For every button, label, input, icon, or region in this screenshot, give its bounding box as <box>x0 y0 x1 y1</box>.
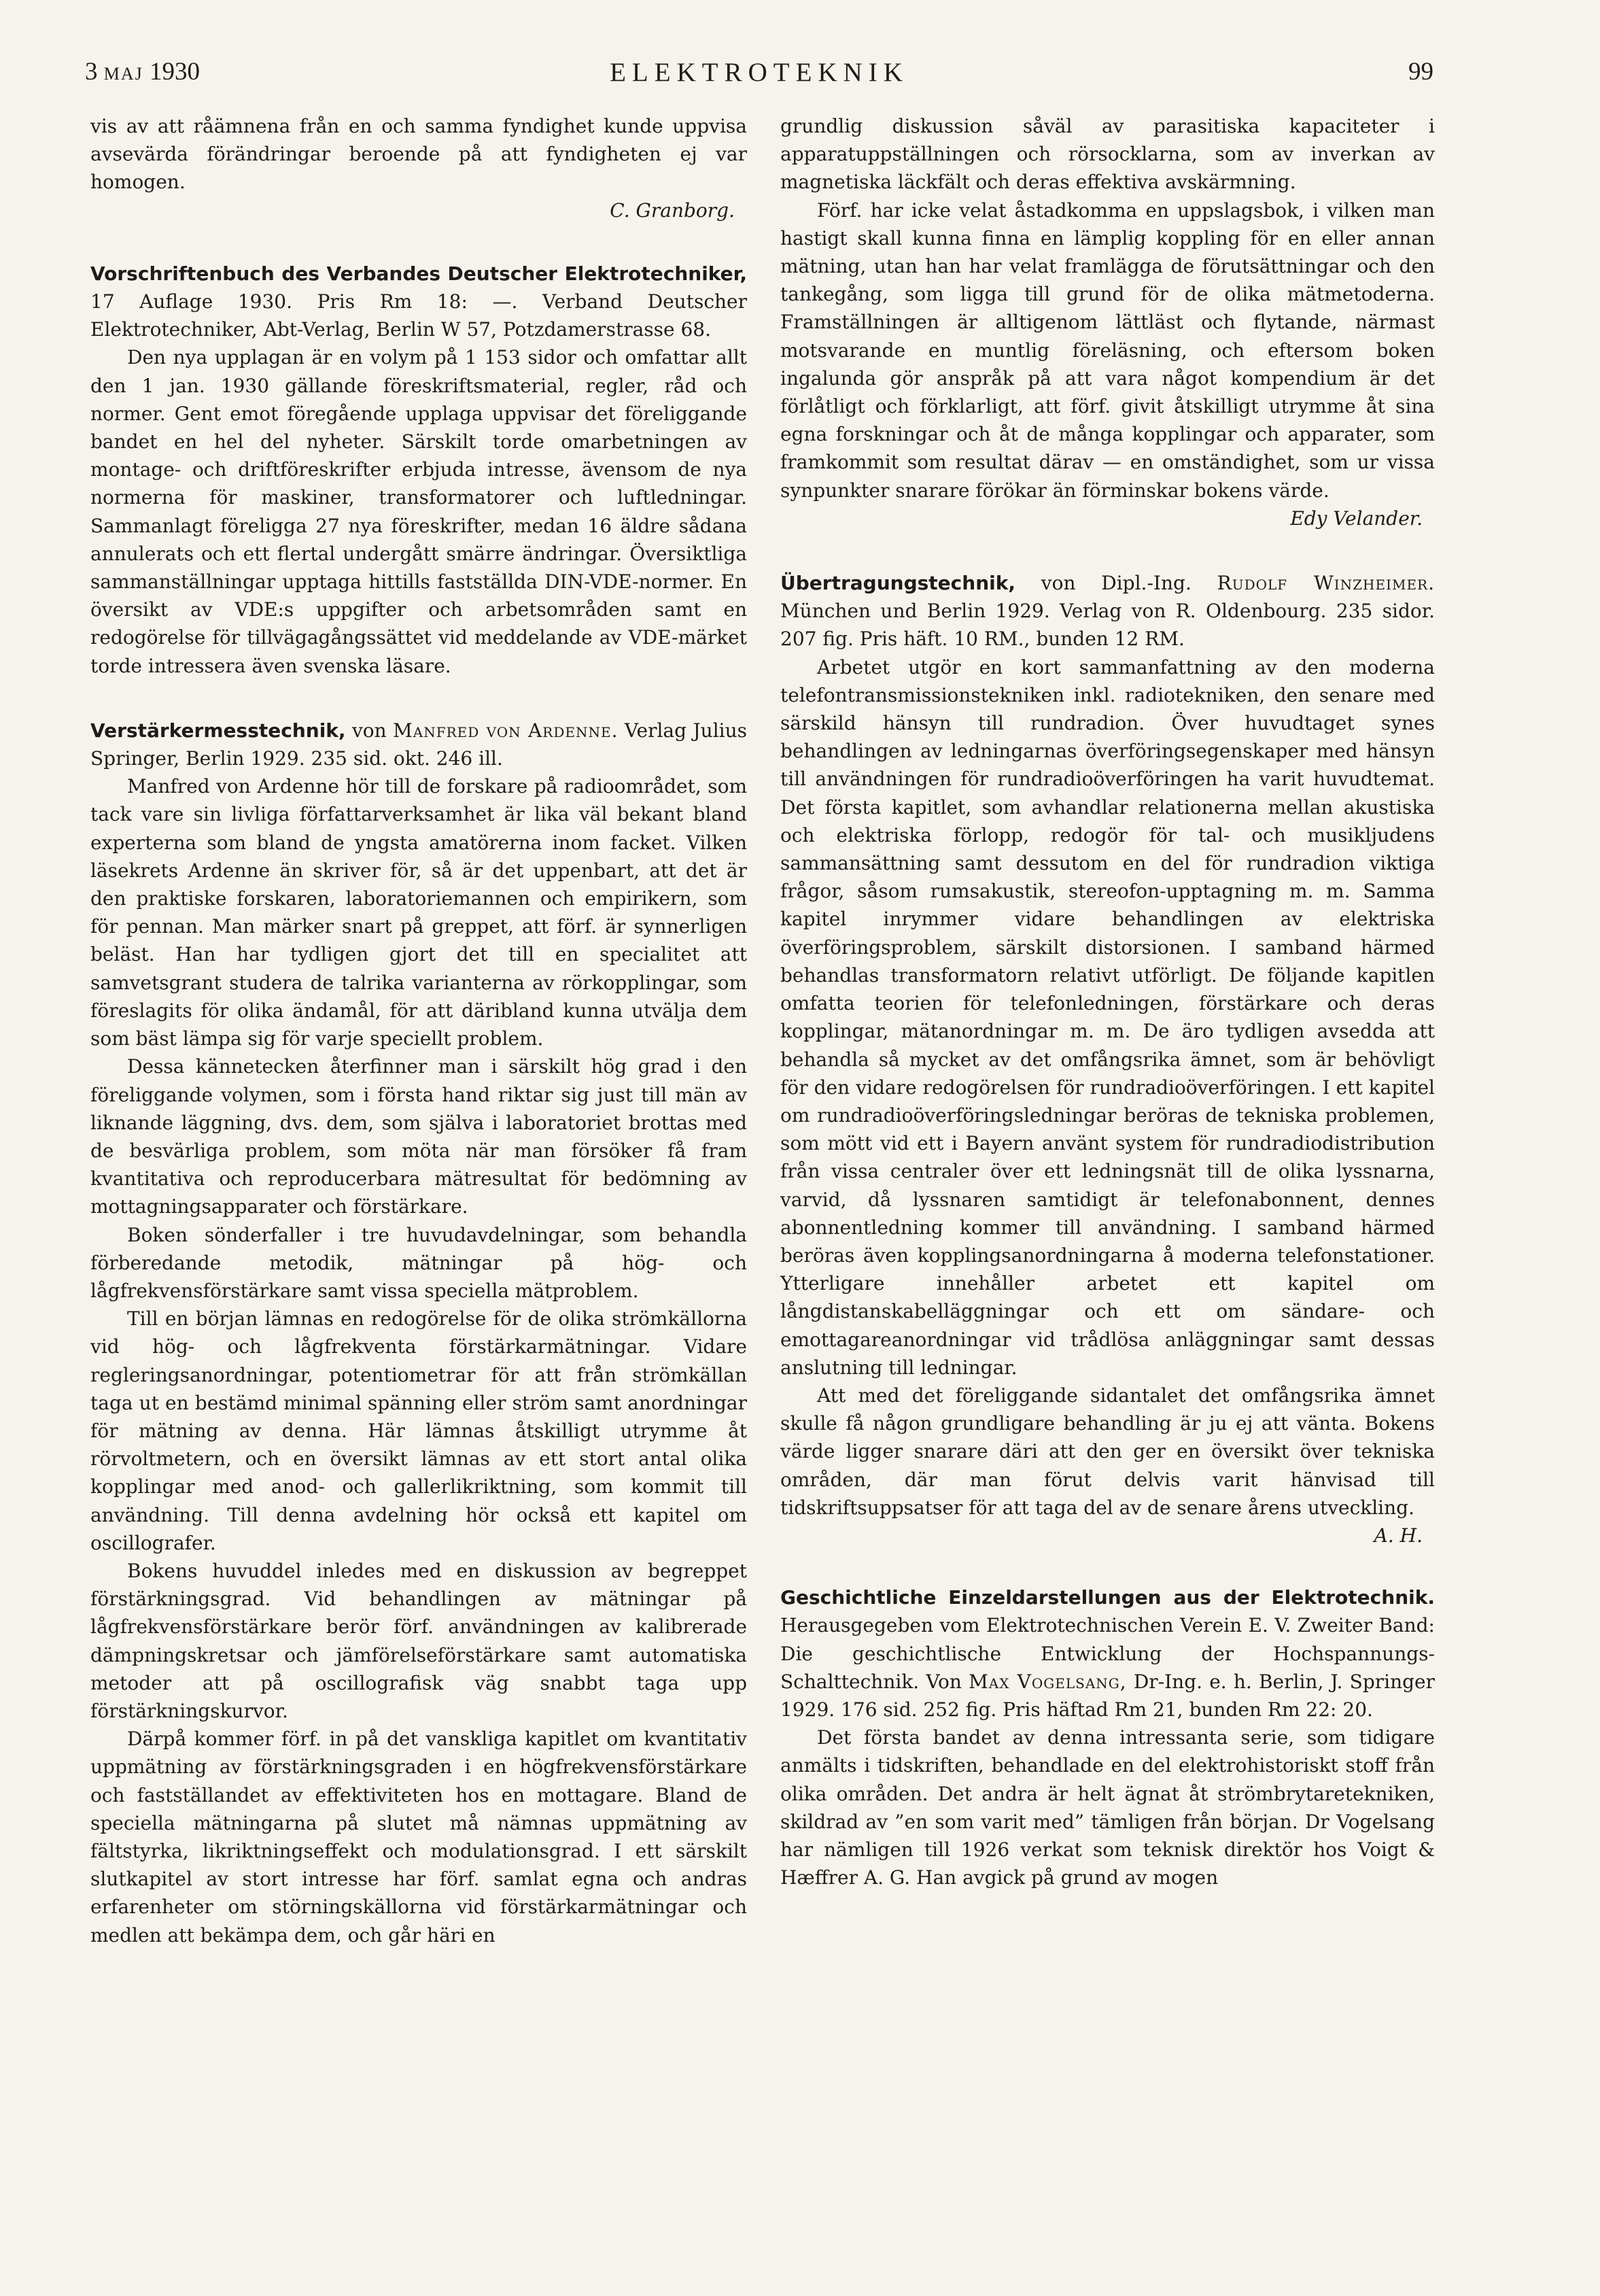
review-heading <box>90 260 747 344</box>
review-signature: A. H. <box>1374 1524 1423 1547</box>
review-paragraph: Manfred von Ardenne hör till de forskare på radioområdet, som tack vare sin livliga författarverksamhet är lika väl bekant bland experterna som bland de yngsta amatörerna inom facket. Vilken läsekrets Ardenne än skriver för, så är det uppenbart, att det är den praktiske forskaren, laboratoriemannen och empirikern, som för pennan. Man märker snart på greppet, att förf. är synnerligen beläst. Han har tydligen gjort det till en specialitet att samvetsgrant studera de talrika varianterna av rörkopplingar, som föreslagits för olika ändamål, för att däribland kunna utvälja dem som bäst lämpa sig för varje speciellt problem. <box>90 775 747 1050</box>
continued-paragraph: grundlig diskussion såväl av parasitiska kapaciteter i apparatuppställningen och rörsocklarna, som av inverkan av magnetiska läckfält och deras effektiva avskärmning. <box>780 115 1435 194</box>
review-meta: Dr-Ing. e. h. Berlin, J. Springer 1929. 176 sid. 252 fig. Pris häftad Rm 21, bunden Rm 22: 20. <box>780 1670 1436 1721</box>
review-paragraph: Att med det föreliggande sidantalet det omfångsrika ämnet skulle få någon grundligare behandling är ju ej att vänta. Bokens värde ligger snarare däri att den ger en översikt över tekniska områden, där man förut delvis varit hänvisad till tidskriftsuppsatser för att taga del av de senare årens utveckling. <box>780 1384 1435 1519</box>
continued-signature: Edy Velander. <box>1290 507 1423 530</box>
left-column <box>90 112 747 1949</box>
running-header <box>85 57 1433 95</box>
review-heading <box>90 717 747 772</box>
journal-title: ELEKTROTEKNIK <box>610 58 909 87</box>
right-column <box>780 112 1435 1891</box>
intro-signature: C. Granborg. <box>610 199 735 222</box>
review-author: Max Vogelsang, <box>969 1670 1127 1693</box>
review-meta: Herausgegeben vom Elektrotechnischen Verein E. V. Zweiter Band: Die geschichtlische Entwicklung der Hochspannungs-Schalttechnik. Von <box>780 1614 1435 1693</box>
review-author: Rudolf Winzheimer. <box>1217 572 1436 595</box>
review-heading <box>780 569 1435 653</box>
review-paragraph: Det första bandet av denna intressanta serie, som tidigare anmälts i tidskriften, behandlade en del elektrohistoriskt stoff från olika områden. Det andra är helt ägnat åt strömbrytaretekniken, skildrad av ”en som varit med” tämligen från början. Dr Vogelsang har nämligen till 1926 verkat som teknisk direktör hos Voigt & Hæffrer A. G. Han avgick på grund av mogen <box>780 1726 1435 1889</box>
review-geschichtliche-einzeldarstellungen <box>780 1583 1435 1891</box>
review-title: Verstärkermesstechnik, <box>90 719 346 742</box>
review-paragraph: Bokens huvuddel inledes med en diskussion av begreppet förstärkningsgrad. Vid behandlingen av mätningar på lågfrekvensförstärkare berör förf. användningen av kalibrerade dämpningskretsar och jämförelseförstärkare samt automatiska metoder att på oscillografisk väg snabbt taga upp förstärkningskurvor. <box>90 1559 747 1722</box>
date-day: 3 <box>85 58 98 86</box>
review-verstaerkermesstechnik <box>90 717 747 1949</box>
review-vorschriftenbuch <box>90 260 747 680</box>
review-uebertragungstechnik <box>780 569 1435 1549</box>
author-prefix: von Dipl.-Ing. <box>1041 572 1192 595</box>
intro-paragraph: vis av att råämnena från en och samma fyndighet kunde uppvisa avsevärda förändringar beroende på att fyndigheten ej var homogen. <box>90 115 747 194</box>
review-title: Geschichtliche Einzeldarstellungen aus der Elektrotechnik. <box>780 1586 1435 1609</box>
review-paragraph: Till en början lämnas en redogörelse för de olika strömkällorna vid hög- och lågfrekventa förstärkarmätningar. Vidare regleringsanordningar, potentiometrar för att från strömkällan taga ut en bestämd minimal spänning eller ström samt anordningar för mätning av denna. Här lämnas åtskilligt utrymme åt rörvoltmetern, och en översikt lämnas av ett stort antal olika kopplingar med anod- och gallerlikriktning, som kommit till användning. Till denna avdelning hör också ett kapitel om oscillografer. <box>90 1307 747 1554</box>
review-author: Manfred von Ardenne. <box>393 719 619 742</box>
review-paragraph: Dessa kännetecken återfinner man i särskilt hög grad i den föreliggande volymen, som i första hand riktar sig just till män av liknande läggning, dvs. dem, som själva i laboratoriet brottas med de besvärliga problem, som möta när man försöker få fram kvantitativa och reproducerbara mätresultat för bedömning av mottagningsapparater och förstärkare. <box>90 1055 747 1218</box>
review-meta: Verlag Julius Springer, Berlin 1929. 235 sid. okt. 246 ill. <box>90 719 748 770</box>
date-month: MAJ <box>103 64 143 84</box>
review-paragraph: Den nya upplagan är en volym på 1 153 sidor och omfattar allt den 1 jan. 1930 gällande föreskriftsmaterial, regler, råd och normer. Gent emot föregående upplaga uppvisar det föreliggande bandet en hel del nyheter. Särskilt torde omarbetningen av montage- och driftföreskrifter erbjuda intresse, ävensom de nya normerna för maskiner, transformatorer och luftledningar. Sammanlagt föreligga 27 nya föreskrifter, medan 16 äldre sådana annulerats och ett flertal undergått smärre ändringar. Översiktliga sammanställningar upptaga hittills fastställda DIN-VDE-normer. En översikt av VDE:s uppgifter och arbetsområden samt en redogörelse för tillvägagångssättet vid meddelande av VDE-märket torde intressera även svenska läsare. <box>90 346 747 677</box>
review-title: Übertragungstechnik, <box>780 572 1015 595</box>
review-meta: 17 Auflage 1930. Pris Rm 18: —. Verband Deutscher Elektrotechniker, Abt-Verlag, Berlin W 57, Potzdamerstrasse 68. <box>90 290 747 341</box>
review-heading <box>780 1583 1435 1724</box>
review-meta: München und Berlin 1929. Verlag von R. Oldenbourg. 235 sidor. 207 fig. Pris häft. 10 RM., bunden 12 RM. <box>780 600 1435 651</box>
author-prefix: von <box>351 719 387 742</box>
review-paragraph: Därpå kommer förf. in på det vanskliga kapitlet om kvantitativ uppmätning av förstärkningsgraden i en högfrekvensförstärkare och fastställandet av effektiviteten hos en mottagare. Bland de speciella mätningarna på slutet må nämnas uppmätning av fältstyrka, likriktningseffekt och modulationsgrad. I ett särskilt slutkapitel av stort intresse har förf. samlat egna och andras erfarenheter om störningskällorna vid förstärkarmätningar och medlen att bekämpa dem, och går häri en <box>90 1728 747 1947</box>
date-year: 1930 <box>150 58 201 86</box>
review-paragraph: Boken sönderfaller i tre huvudavdelningar, som behandla förberedande metodik, mätningar på hög- och lågfrekvensförstärkare samt vissa speciella mätproblem. <box>90 1223 747 1302</box>
review-paragraph: Arbetet utgör en kort sammanfattning av den moderna telefontransmissionstekniken inkl. radiotekniken, den senare med särskild hänsyn till rundradion. Över huvudtaget synes behandlingen av ledningarnas överföringsegenskaper med hänsyn till användningen för rundradioöverföringen ha varit huvudtemat. Det första kapitlet, som avhandlar relationerna mellan akustiska och elektriska förlopp, redogör för tal- och musikljudens sammansättning samt dessutom en del för rundradion viktiga frågor, såsom rumsakustik, stereofon-upptagning m. m. Samma kapitel inrymmer vidare behandlingen av elektriska överföringsproblem, särskilt distorsionen. I samband härmed behandlas transformatorn relativt utförligt. De följande kapitlen omfatta teorien för telefonledningen, förstärkare och deras kopplingar, mätanordningar m. m. De äro tydligen avsedda att behandla så mycket av det omfångsrika ämnet, som är behövligt för den vidare redogörelsen för rundradioöverföringen. I ett kapitel om rundradioöverföringsledningar beröras de tekniska problemen, som mött vid ett i Bayern använt system för rundradiodistribution från vissa centraler över ett ledningsnät till de olika lyssnarna, varvid, då lyssnaren samtidigt är telefonabonnent, dennes abonnentledning kommer till användning. I samband härmed beröras även kopplingsanordningarna å moderna telefonstationer. Ytterligare innehåller arbetet ett kapitel om långdistanskabelläggningar och ett om sändare- och emottagareanordningar vid trådlösa anläggningar samt dessas anslutning till ledningar. <box>780 655 1435 1379</box>
review-title: Vorschriftenbuch des Verbandes Deutscher Elektrotechniker, <box>90 262 747 285</box>
page-number: 99 <box>1408 58 1433 86</box>
continued-paragraph: Förf. har icke velat åstadkomma en uppslagsbok, i vilken man hastigt skall kunna finna en lämplig koppling för en eller annan mätning, utan han har velat framlägga de förutsättningar och den tankegång, som ligga till grund för de olika mätmetoderna. Framställningen är alltigenom lättläst och flytande, närmast motsvarande en muntlig föreläsning, och eftersom boken ingalunda gör anspråk på att vara något kompendium är det förlåtligt och förklarligt, att förf. givit åtskilligt utrymme åt sina egna forskningar och åt de många kopplingar och apparater, som framkommit som resultat därav — en omständighet, som ur vissa synpunkter snarare förökar än förminskar bokens värde. <box>780 199 1435 502</box>
